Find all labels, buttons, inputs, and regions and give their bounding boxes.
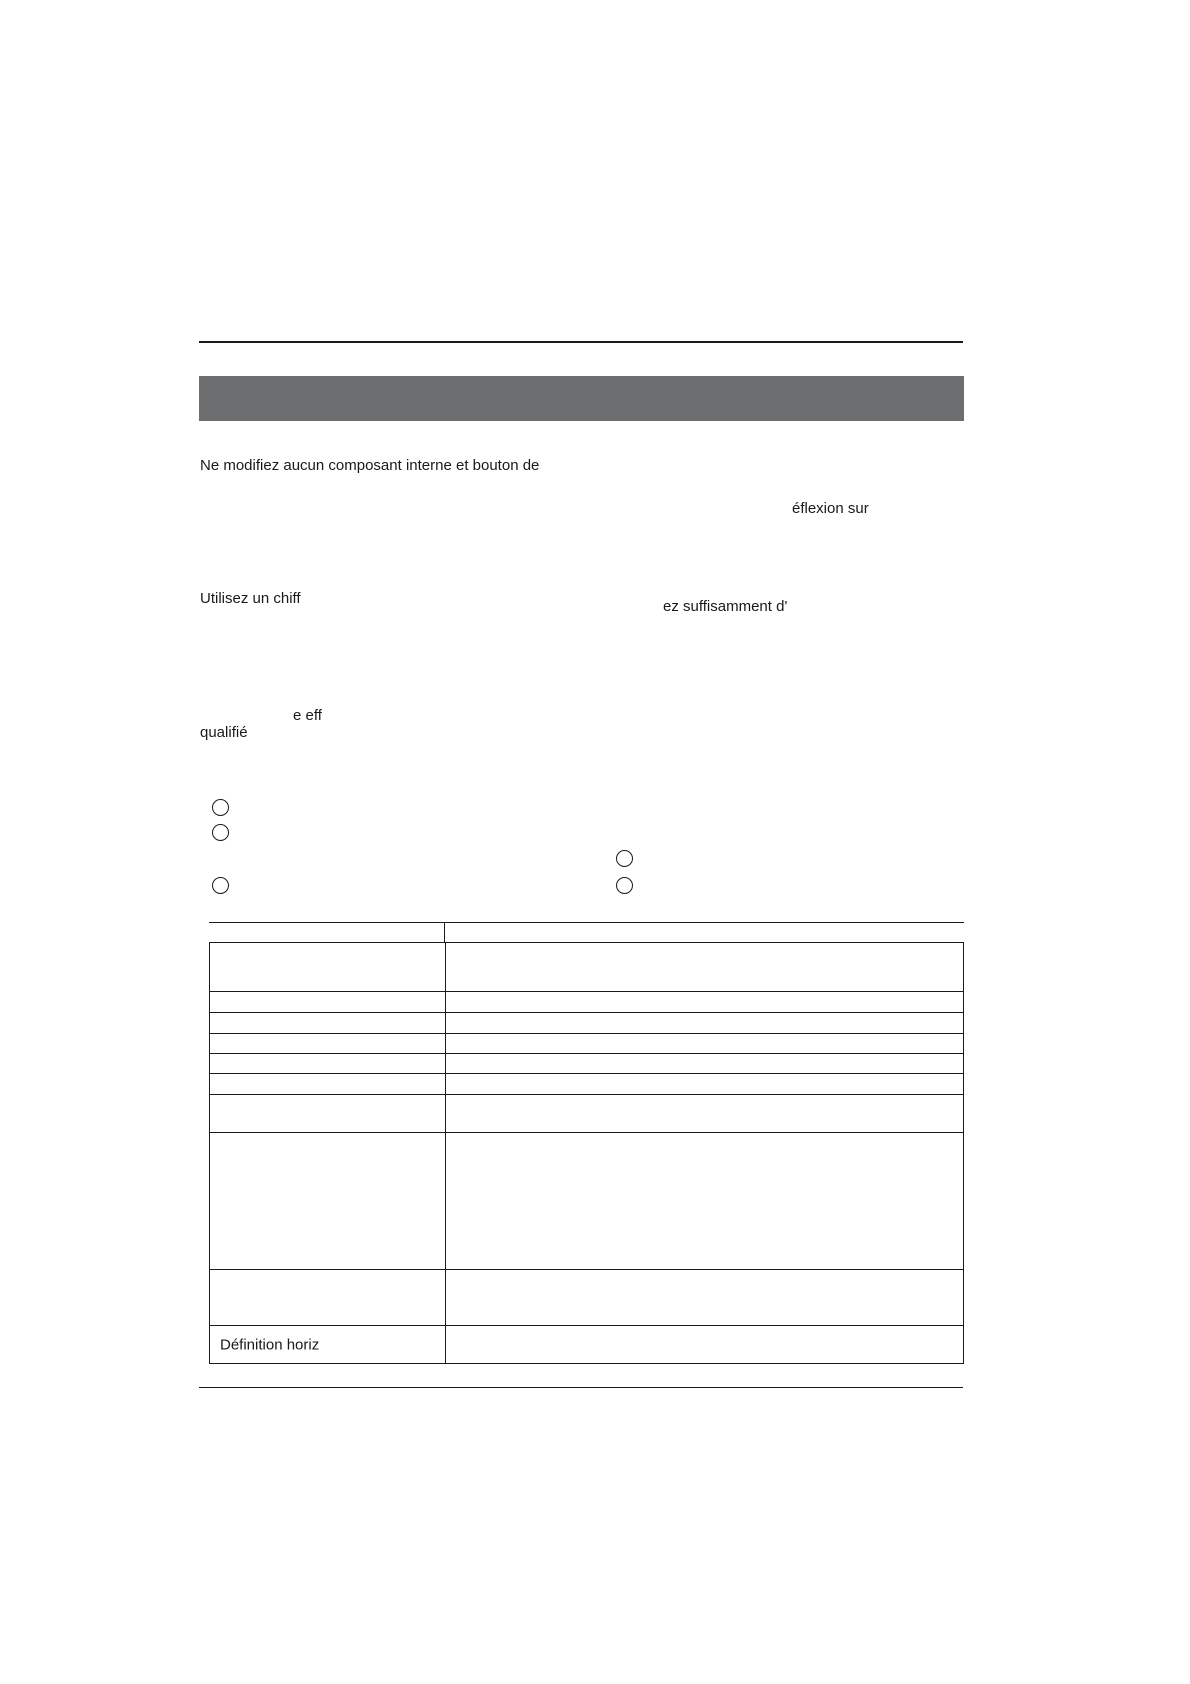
- table-row: [209, 1325, 964, 1364]
- table-cell-value: [445, 1326, 964, 1363]
- table-row: [209, 922, 964, 942]
- table-row: [209, 1269, 964, 1325]
- table-row: [209, 1053, 964, 1073]
- table-cell-label: [210, 1013, 445, 1033]
- table-cell-value: [445, 943, 964, 991]
- table-cell-label: [210, 1270, 445, 1325]
- table-row: [209, 1132, 964, 1269]
- paragraph-2-fragment: ez suffisamment d': [663, 598, 788, 615]
- table-cell-value: [445, 1054, 964, 1073]
- paragraph-3-word: qualifié: [200, 724, 248, 741]
- table-cell-label: [209, 923, 444, 942]
- table-row: [209, 1033, 964, 1053]
- specification-table: [209, 922, 964, 1364]
- table-cell-label: [210, 1054, 445, 1073]
- table-cell-value: [445, 1270, 964, 1325]
- table-cell-label: [210, 1034, 445, 1053]
- callout-marker-4: [212, 877, 229, 894]
- table-cell-label: [210, 992, 445, 1012]
- callout-marker-3: [616, 850, 633, 867]
- table-cell-value: [445, 1133, 964, 1269]
- paragraph-1-start: Ne modifiez aucun composant interne et bouton de: [200, 457, 540, 474]
- table-row: [209, 942, 964, 991]
- table-row: [209, 1012, 964, 1033]
- table-cell-value: [444, 923, 964, 942]
- table-cell-label: [210, 1074, 445, 1094]
- table-cell-label: [210, 943, 445, 991]
- paragraph-3-fragment: e eff: [293, 707, 322, 724]
- table-cell-label: Définition horiz: [220, 1336, 320, 1353]
- table-cell-label: [210, 1095, 445, 1132]
- paragraph-1-fragment: éflexion sur: [792, 500, 869, 517]
- table-cell-value: [445, 1095, 964, 1132]
- paragraph-2-start: Utilisez un chiff: [200, 590, 301, 607]
- callout-marker-1: [212, 799, 229, 816]
- table-cell-value: [445, 992, 964, 1012]
- table-row: [209, 991, 964, 1012]
- section-header-band: [199, 376, 964, 421]
- table-cell-value: [445, 1013, 964, 1033]
- bottom-rule: [199, 1387, 963, 1388]
- table-row: [209, 1073, 964, 1094]
- callout-marker-5: [616, 877, 633, 894]
- table-cell-value: [445, 1074, 964, 1094]
- table-cell-value: [445, 1034, 964, 1053]
- top-rule: [199, 341, 963, 343]
- table-cell-label: [210, 1133, 445, 1269]
- callout-marker-2: [212, 824, 229, 841]
- table-row: [209, 1094, 964, 1132]
